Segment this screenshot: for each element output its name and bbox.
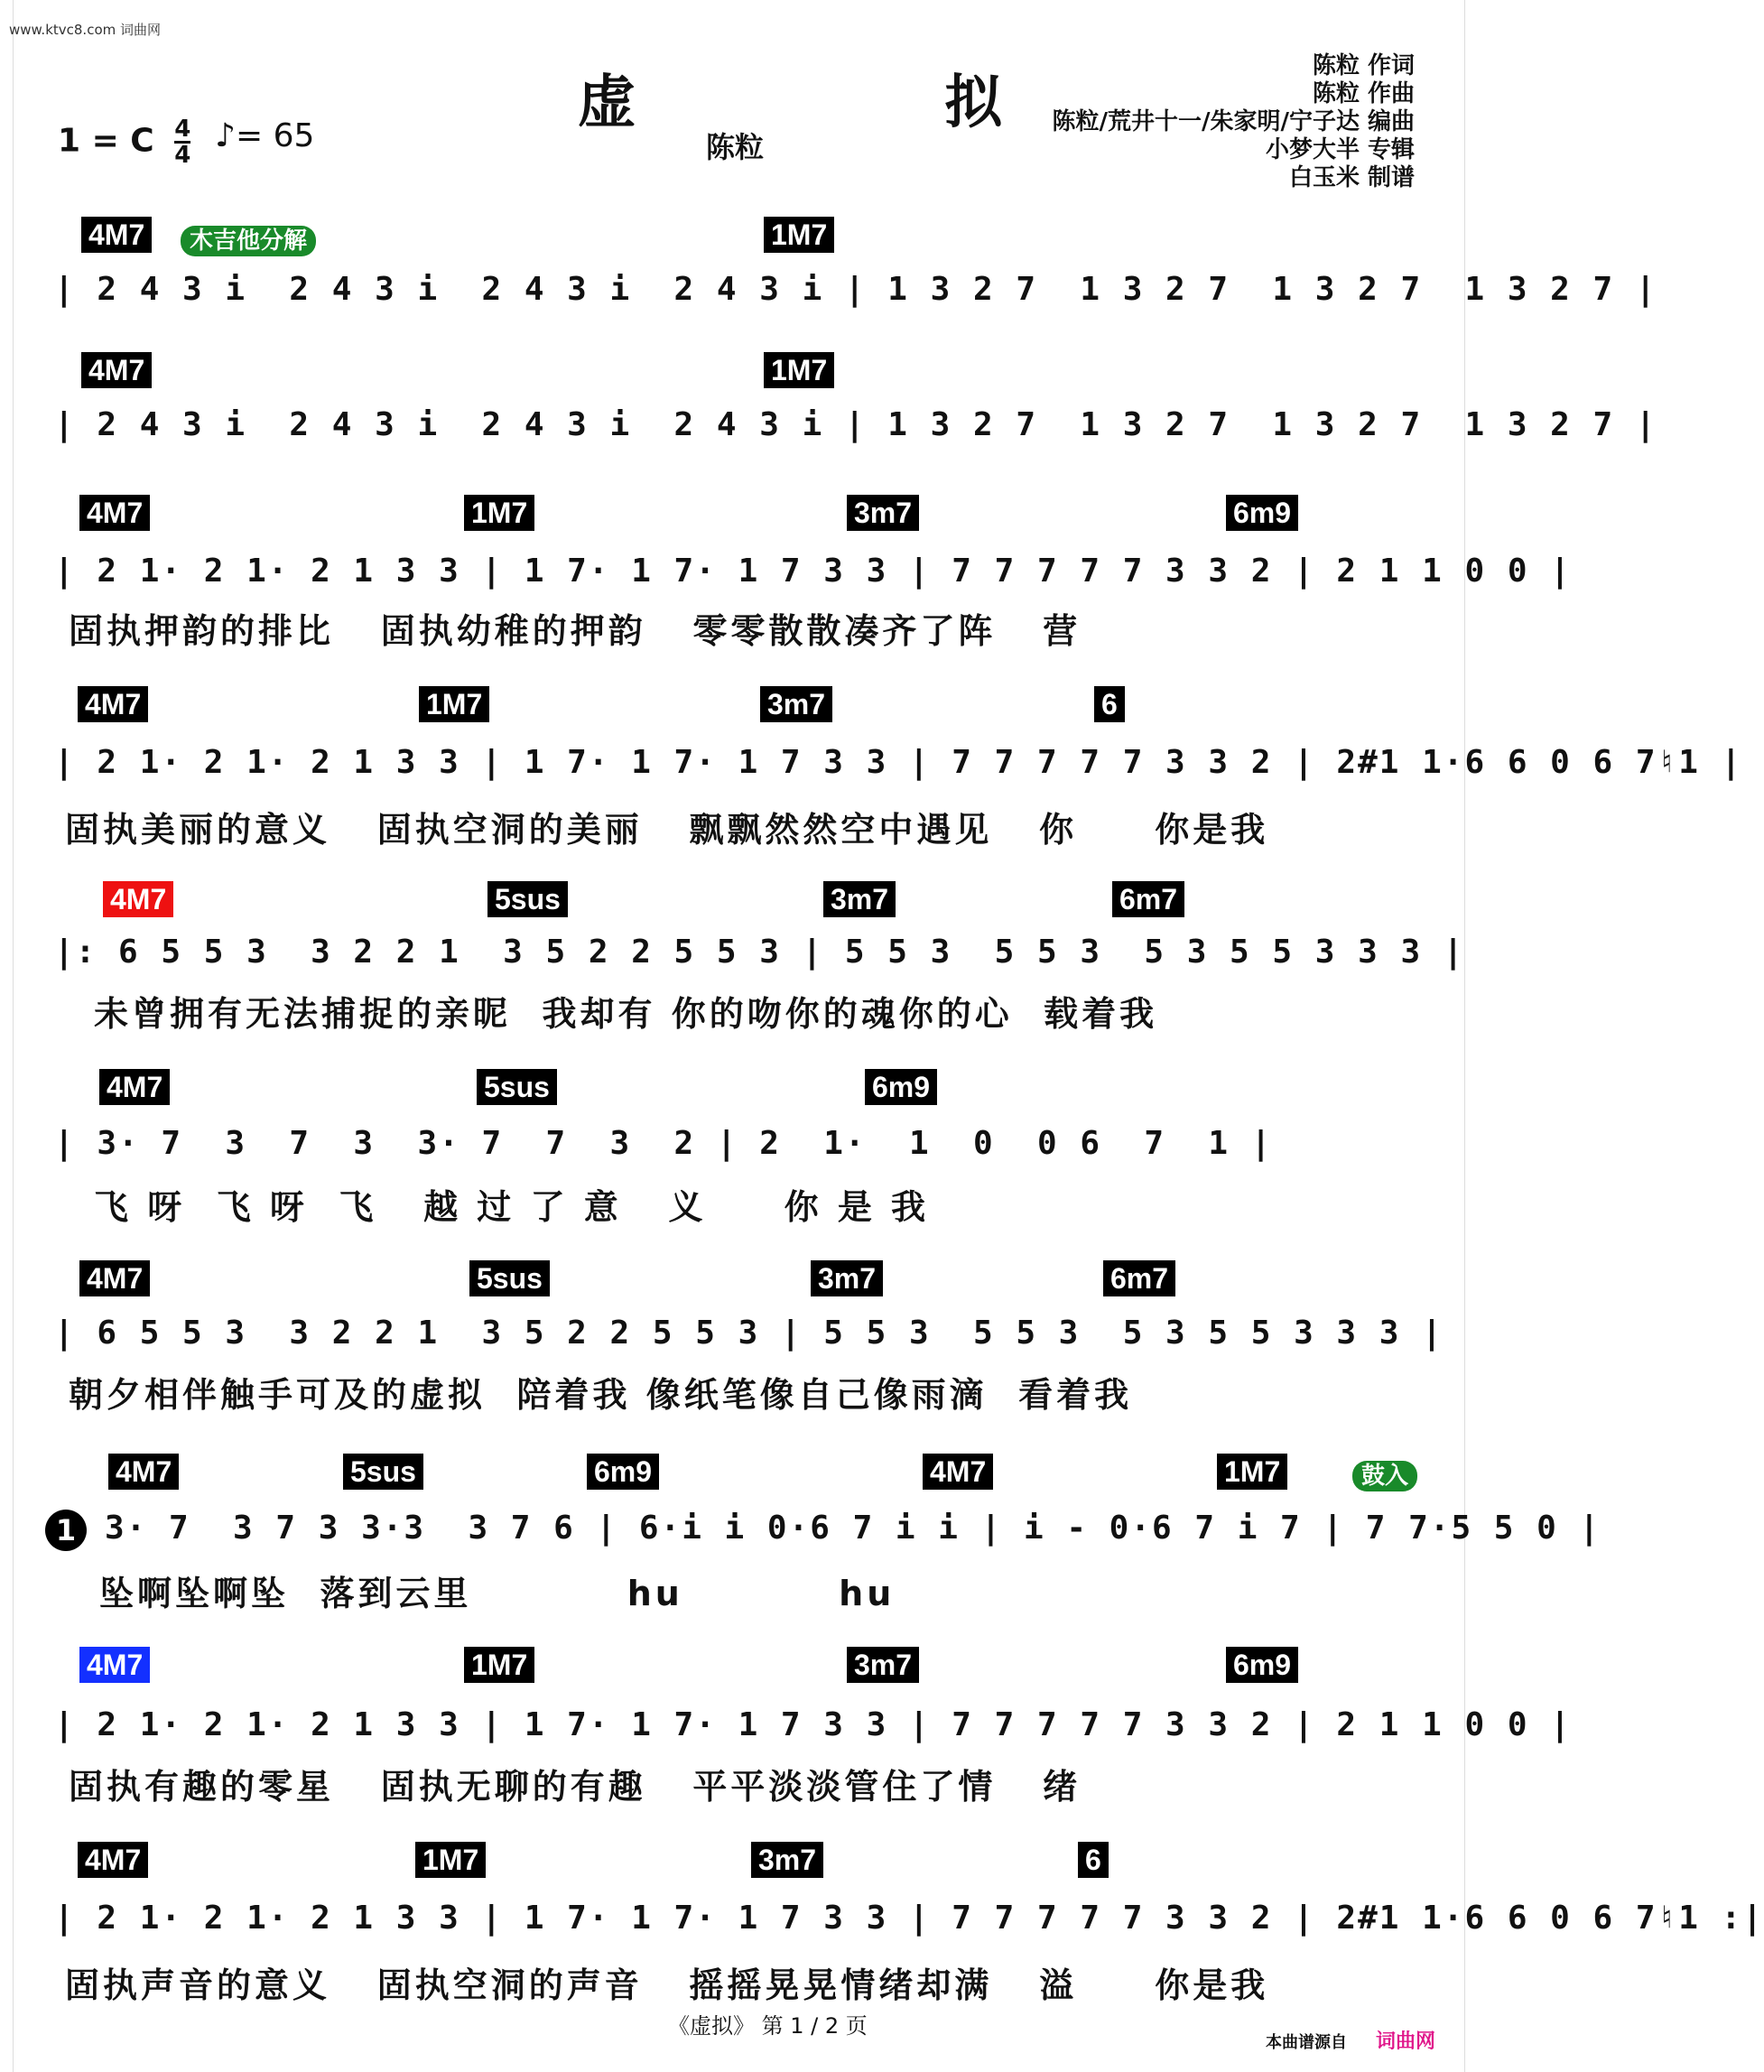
notation-line: 3· 7 3 7 3 3·3 3 7 6 | 6·i i 0·6 7 i i | i - 0·6 7 i 7 | 7 7·5 5 0 | [105,1510,1602,1547]
notation-line: | 3· 7 3 7 3 3· 7 7 3 2 | 2 1· 1 0 0 6 7 1 | [54,1125,1273,1162]
credits [1052,52,1415,192]
chord-label: 6m9 [1226,495,1298,531]
chord-label: 6m9 [1226,1647,1298,1683]
source-label: 本曲谱源自 [1266,2033,1347,2052]
notation-line: | 2 1· 2 1· 2 1 3 3 | 1 7· 1 7· 1 7 3 3 | 7 7 7 7 7 3 3 2 | 2 1 1 0 0 | [54,553,1572,590]
key-label: 1 = C [58,122,154,160]
lyric-line: 固执押韵的排比 固执幼稚的押韵 零零散散凑齐了阵 营 [69,611,1082,651]
chord-label: 5sus [487,881,568,917]
lyric-line: 飞 呀 飞 呀 飞 越 过 了 意 义 你 是 我 [94,1187,930,1227]
left-watermark-strip [0,0,14,2072]
chord-label: 4M7 [99,1069,170,1105]
notation-line: |: 6 5 5 3 3 2 2 1 3 5 2 2 5 5 3 | 5 5 3 5 5 3 5 3 5 5 3 3 3 | [54,934,1465,971]
chord-label: 1M7 [764,217,834,253]
notation-line: | 2 4 3 i 2 4 3 i 2 4 3 i 2 4 3 i | 1 3 2 7 1 3 2 7 1 3 2 7 1 3 2 7 | [54,271,1657,308]
notation-line: | 2 1· 2 1· 2 1 3 3 | 1 7· 1 7· 1 7 3 3 | 7 7 7 7 7 3 3 2 | 2#1 1·6 6 0 6 7♮1 | [54,744,1743,781]
site-url: www.ktvc8.com 词曲网 [9,22,162,38]
notation-line: | 2 1· 2 1· 2 1 3 3 | 1 7· 1 7· 1 7 3 3 | 7 7 7 7 7 3 3 2 | 2#1 1·6 6 0 6 7♮1 :| [54,1900,1764,1937]
chord-label: 1M7 [415,1842,486,1878]
lyric-line: 固执美丽的意义 固执空洞的美丽 飘飘然然空中遇见 你 你是我 [65,810,1269,850]
drum-tag: 鼓入 [1352,1461,1417,1491]
notation-line: | 2 4 3 i 2 4 3 i 2 4 3 i 2 4 3 i | 1 3 2 7 1 3 2 7 1 3 2 7 1 3 2 7 | [54,406,1657,443]
source-logo: 词曲网 [1376,2030,1436,2053]
chord-label: 5sus [477,1069,557,1105]
chord-label: 1M7 [1217,1454,1287,1490]
time-signature [174,117,190,167]
chord-label: 1M7 [464,1647,534,1683]
chord-label: 4M7 [81,352,152,388]
chord-label: 4M7 [79,1647,150,1683]
chord-label: 4M7 [108,1454,179,1490]
chord-label: 6m7 [1103,1260,1175,1296]
chord-label: 4M7 [78,1842,148,1878]
page-footer: 《虚拟》 第 1 / 2 页 [668,2013,868,2039]
chord-label: 1M7 [464,495,534,531]
time-denominator: 4 [174,142,191,169]
chord-label: 6m9 [865,1069,937,1105]
key-signature [58,117,200,167]
lyric-line: 未曾拥有无法捕捉的亲昵 我却有 你的吻你的魂你的心 载着我 [94,994,1158,1034]
chord-label: 4M7 [103,881,173,917]
chord-label: 1M7 [764,352,834,388]
notation-line: | 6 5 5 3 3 2 2 1 3 5 2 2 5 5 3 | 5 5 3 5 5 3 5 3 5 5 3 3 3 | [54,1315,1444,1352]
chord-label: 4M7 [923,1454,993,1490]
chord-label: 3m7 [811,1260,883,1296]
chord-label: 6 [1094,686,1125,722]
credit-music: 陈粒 作曲 [1312,80,1415,107]
lyric-line: 朝夕相伴触手可及的虚拟 陪着我 像纸笔像自己像雨滴 看着我 [69,1375,1133,1415]
tempo: ♪= 65 [215,117,315,154]
chord-label: 5sus [343,1454,423,1490]
lyric-line: 坠啊坠啊坠 落到云里 hu hu [99,1574,896,1613]
chord-label: 4M7 [79,495,150,531]
right-watermark-strip [1464,0,1478,2072]
song-title: 虚 拟 [578,69,1147,136]
chord-label: 4M7 [81,217,152,253]
section-marker: 1 [45,1510,87,1551]
singer: 陈粒 [706,130,765,164]
chord-label: 6m7 [1112,881,1184,917]
lyric-line: 固执声音的意义 固执空洞的声音 摇摇晃晃情绪却满 溢 你是我 [65,1965,1269,2005]
notation-line: | 2 1· 2 1· 2 1 3 3 | 1 7· 1 7· 1 7 3 3 | 7 7 7 7 7 3 3 2 | 2 1 1 0 0 | [54,1706,1572,1743]
guitar-tag: 木吉他分解 [181,226,316,256]
credit-arrange: 陈粒/荒井十一/朱家明/宁子达 编曲 [1052,108,1415,135]
chord-label: 3m7 [751,1842,823,1878]
time-numerator: 4 [174,116,191,143]
chord-label: 6m9 [587,1454,659,1490]
lyric-line: 固执有趣的零星 固执无聊的有趣 平平淡淡管住了情 绪 [69,1767,1082,1807]
chord-label: 4M7 [78,686,148,722]
credit-album: 小梦大半 专辑 [1265,136,1415,163]
chord-label: 6 [1078,1842,1109,1878]
chord-label: 1M7 [419,686,489,722]
credit-transcriber: 白玉米 制谱 [1288,164,1415,191]
chord-label: 4M7 [79,1260,150,1296]
chord-label: 3m7 [847,495,919,531]
chord-label: 3m7 [847,1647,919,1683]
credit-lyrics: 陈粒 作词 [1312,52,1415,79]
chord-label: 5sus [469,1260,550,1296]
chord-label: 3m7 [823,881,896,917]
chord-label: 3m7 [760,686,832,722]
